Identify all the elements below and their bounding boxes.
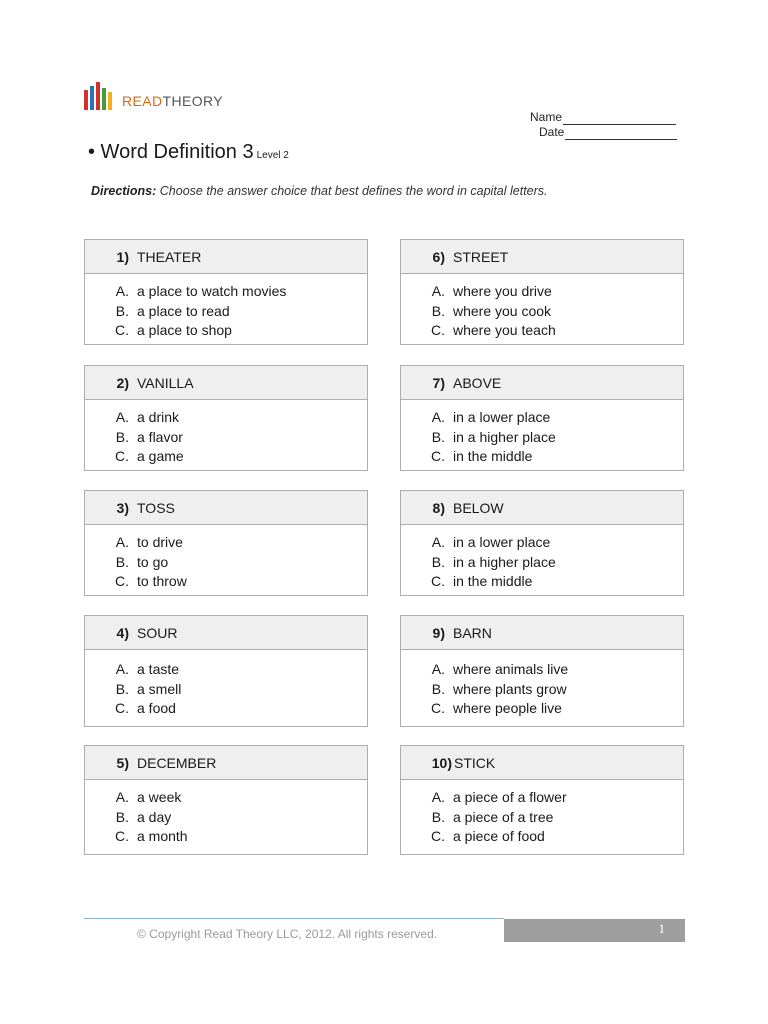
option-text: to throw	[137, 573, 187, 589]
option-letter: C.	[431, 322, 445, 338]
option-letter: A.	[431, 409, 445, 425]
question-card	[84, 239, 368, 345]
answer-options	[401, 525, 683, 592]
answer-option[interactable]	[85, 827, 367, 847]
option-text: a place to watch movies	[137, 283, 287, 299]
option-letter: A.	[115, 789, 129, 805]
answer-option[interactable]	[401, 282, 683, 302]
answer-option[interactable]	[401, 447, 683, 467]
answer-options	[401, 650, 683, 719]
question-number: 9)	[432, 624, 445, 641]
option-letter: C.	[431, 828, 445, 844]
question-word: STREET	[453, 248, 509, 265]
question-word: ABOVE	[453, 374, 502, 391]
answer-option[interactable]	[85, 447, 367, 467]
answer-options	[85, 525, 367, 592]
answer-option[interactable]	[401, 680, 683, 700]
option-text: where you drive	[453, 283, 552, 299]
question-word: VANILLA	[137, 374, 194, 391]
option-letter: B.	[431, 302, 445, 319]
option-text: a place to read	[137, 302, 230, 319]
question-header	[85, 366, 367, 400]
option-text: a week	[137, 789, 182, 805]
option-text: in the middle	[453, 573, 533, 589]
option-text: where you cook	[453, 302, 552, 319]
option-letter: C.	[115, 700, 129, 716]
question-number: 8)	[432, 499, 445, 516]
option-text: to drive	[137, 534, 183, 550]
answer-options	[401, 780, 683, 847]
question-header	[401, 491, 683, 525]
question-number: 7)	[432, 374, 445, 391]
option-letter: A.	[115, 283, 129, 299]
answer-option[interactable]	[401, 827, 683, 847]
option-text: where plants grow	[453, 680, 567, 697]
answer-option[interactable]	[85, 428, 367, 448]
option-letter: B.	[431, 680, 445, 697]
logo-theory-text: THEORY	[162, 93, 223, 109]
question-word: BARN	[453, 624, 492, 641]
name-label: Name	[530, 110, 563, 124]
date-field[interactable]	[530, 125, 677, 140]
option-text: where you teach	[453, 322, 556, 338]
answer-option[interactable]	[85, 572, 367, 592]
answer-options	[85, 780, 367, 847]
answer-option[interactable]	[85, 321, 367, 341]
answer-options	[85, 274, 367, 341]
answer-option[interactable]	[401, 408, 683, 428]
books-logo-icon	[84, 82, 116, 110]
footer-divider	[84, 918, 504, 919]
question-word: SOUR	[137, 624, 178, 641]
option-text: a piece of food	[453, 828, 545, 844]
option-text: a place to shop	[137, 322, 232, 338]
page-number: 1	[658, 921, 665, 936]
option-text: where animals live	[453, 661, 569, 677]
answer-option[interactable]	[85, 553, 367, 573]
answer-options	[85, 400, 367, 467]
option-text: in a higher place	[453, 553, 556, 570]
option-text: a piece of a flower	[453, 789, 567, 805]
question-number: 5)	[116, 754, 129, 771]
answer-option[interactable]	[401, 572, 683, 592]
answer-options	[401, 274, 683, 341]
option-text: in a higher place	[453, 428, 556, 445]
option-letter: A.	[115, 534, 129, 550]
logo-wordmark	[122, 94, 223, 110]
name-blank-line[interactable]	[563, 113, 676, 125]
answer-option[interactable]	[401, 553, 683, 573]
answer-option[interactable]	[85, 302, 367, 322]
option-letter: A.	[431, 283, 445, 299]
level-label: Level 2	[256, 150, 289, 161]
question-card	[400, 490, 684, 596]
answer-option[interactable]	[401, 660, 683, 680]
answer-option[interactable]	[401, 533, 683, 553]
option-text: to go	[137, 553, 169, 570]
question-card	[400, 239, 684, 345]
question-card	[84, 490, 368, 596]
answer-option[interactable]	[85, 699, 367, 719]
answer-option[interactable]	[85, 282, 367, 302]
question-card	[400, 745, 684, 855]
answer-option[interactable]	[85, 808, 367, 828]
option-letter: B.	[431, 428, 445, 445]
question-number: 2)	[116, 374, 129, 391]
option-letter: C.	[115, 448, 129, 464]
question-header	[401, 366, 683, 400]
question-header	[85, 616, 367, 650]
option-text: a month	[137, 828, 188, 844]
option-letter: B.	[115, 428, 129, 445]
answer-option[interactable]	[85, 788, 367, 808]
title-text: • Word Definition 3	[88, 141, 254, 163]
date-blank-line[interactable]	[565, 128, 677, 140]
answer-option[interactable]	[85, 408, 367, 428]
option-text: a smell	[137, 680, 182, 697]
option-text: where people live	[453, 700, 562, 716]
option-letter: B.	[431, 553, 445, 570]
question-header	[85, 240, 367, 274]
question-word: DECEMBER	[137, 754, 217, 771]
question-word: TOSS	[137, 499, 175, 516]
question-word: THEATER	[137, 248, 202, 265]
option-letter: B.	[431, 808, 445, 825]
question-header	[85, 746, 367, 780]
answer-option[interactable]	[85, 680, 367, 700]
question-number: 10)	[431, 754, 452, 771]
name-field[interactable]	[530, 110, 677, 125]
option-letter: A.	[115, 661, 129, 677]
option-letter: C.	[431, 573, 445, 589]
page-number-box	[504, 919, 685, 942]
question-card	[84, 615, 368, 727]
question-number: 3)	[116, 499, 129, 516]
question-header	[401, 616, 683, 650]
option-text: a piece of a tree	[453, 808, 554, 825]
answer-option[interactable]	[401, 808, 683, 828]
question-header	[85, 491, 367, 525]
answer-option[interactable]	[401, 699, 683, 719]
answer-options	[401, 400, 683, 467]
option-text: a taste	[137, 661, 180, 677]
name-date-block	[530, 110, 677, 140]
option-letter: B.	[115, 553, 129, 570]
question-card	[400, 365, 684, 471]
question-card	[84, 745, 368, 855]
option-letter: A.	[431, 661, 445, 677]
option-text: a flavor	[137, 428, 183, 445]
option-letter: A.	[431, 534, 445, 550]
answer-option[interactable]	[401, 302, 683, 322]
answer-option[interactable]	[401, 788, 683, 808]
option-text: a day	[137, 808, 172, 825]
question-card	[84, 365, 368, 471]
question-header	[401, 746, 683, 780]
question-word: STICK	[454, 754, 496, 771]
page-title	[88, 141, 289, 164]
option-text: a drink	[137, 409, 180, 425]
question-header	[401, 240, 683, 274]
question-number: 6)	[432, 248, 445, 265]
option-letter: C.	[115, 322, 129, 338]
answer-option[interactable]	[85, 660, 367, 680]
question-number: 1)	[116, 248, 129, 265]
directions	[91, 184, 548, 198]
option-letter: C.	[115, 573, 129, 589]
date-label: Date	[539, 125, 565, 139]
option-letter: A.	[115, 409, 129, 425]
copyright-text: © Copyright Read Theory LLC, 2012. All rights reserved.	[137, 927, 438, 941]
question-number: 4)	[116, 624, 129, 641]
answer-option[interactable]	[85, 533, 367, 553]
option-letter: A.	[431, 789, 445, 805]
answer-options	[85, 650, 367, 719]
option-letter: C.	[115, 828, 129, 844]
option-letter: C.	[431, 700, 445, 716]
option-letter: B.	[115, 680, 129, 697]
option-letter: C.	[431, 448, 445, 464]
option-letter: B.	[115, 808, 129, 825]
answer-option[interactable]	[401, 321, 683, 341]
directions-text: Choose the answer choice that best defines the word in capital letters.	[159, 184, 548, 198]
option-letter: B.	[115, 302, 129, 319]
logo-read-text: READ	[122, 93, 163, 109]
option-text: in the middle	[453, 448, 533, 464]
option-text: in a lower place	[453, 534, 551, 550]
option-text: a game	[137, 448, 184, 464]
option-text: in a lower place	[453, 409, 551, 425]
answer-option[interactable]	[401, 428, 683, 448]
option-text: a food	[137, 700, 176, 716]
directions-label: Directions:	[91, 184, 157, 198]
readtheory-logo	[84, 82, 223, 110]
question-word: BELOW	[453, 499, 504, 516]
question-card	[400, 615, 684, 727]
